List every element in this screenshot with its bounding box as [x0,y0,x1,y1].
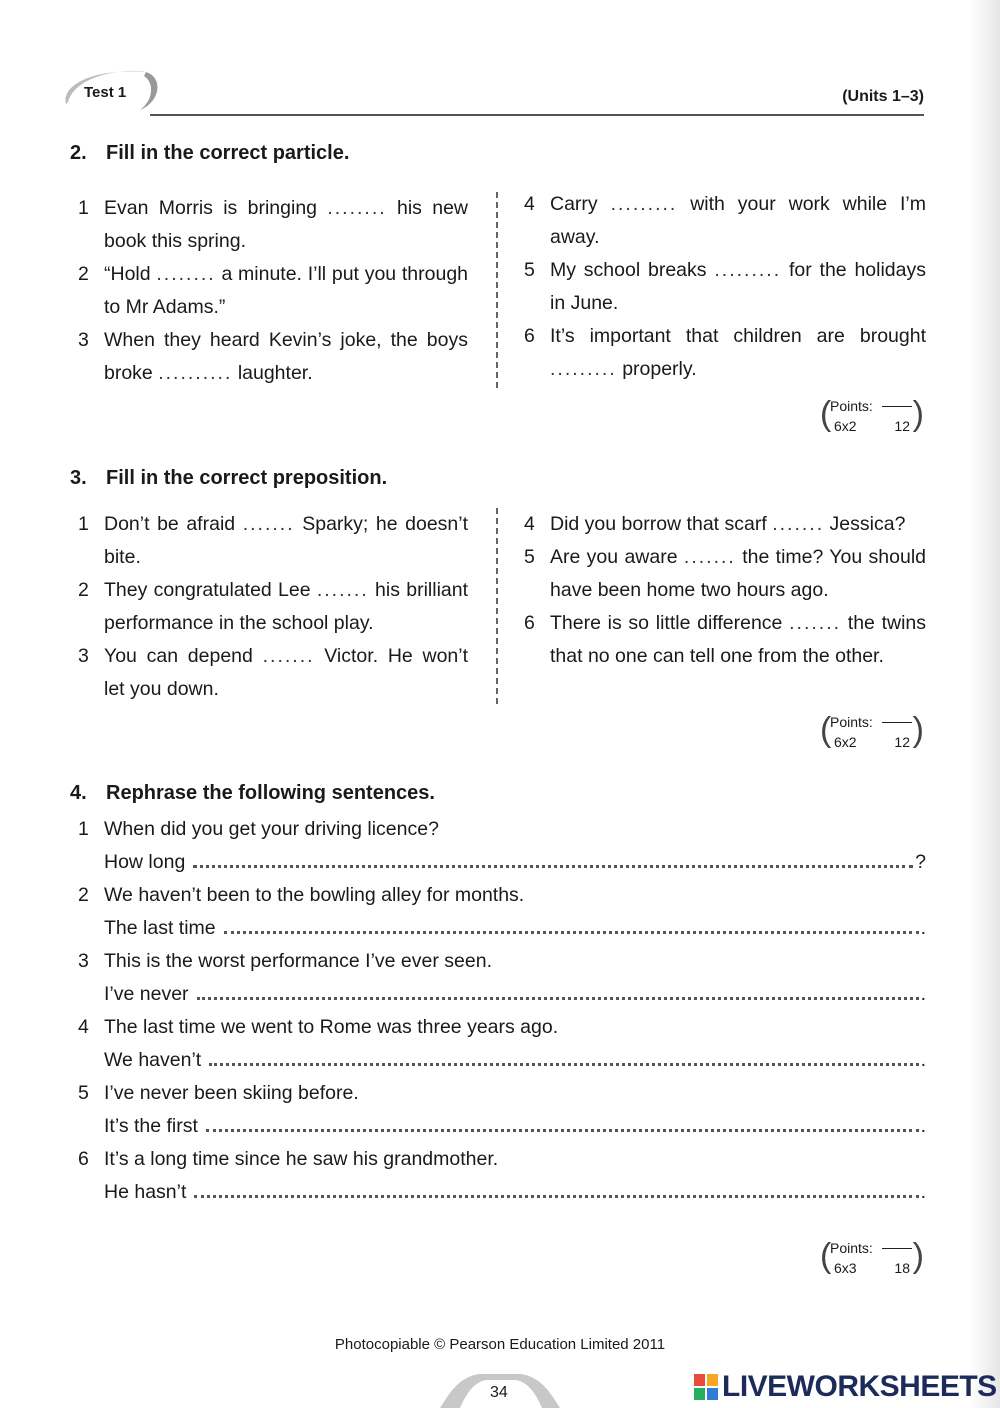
item-text: properly. [622,358,697,380]
section-title-text: Fill in the correct particle. [106,142,350,164]
answer-gap[interactable]: ........ [327,197,387,219]
answer-line[interactable] [104,978,926,1011]
original-sentence: We haven’t been to the bowling alley for months. [104,884,525,906]
answer-blank[interactable] [209,1047,918,1066]
answer-line[interactable] [104,1176,926,1209]
points-calc: 6x2 [834,418,857,434]
item-text: Did you borrow that scarf [550,513,767,535]
rephrase-item [70,879,926,945]
section-2-right-column [516,188,926,386]
item-text: It’s important that children are brought [550,325,926,347]
left-paren: ( [820,711,832,749]
answer-gap[interactable]: ....... [772,513,825,535]
points-calc: 6x2 [834,734,857,750]
points-box [820,1238,924,1282]
rephrase-list [70,813,926,1209]
exercise-item [516,254,926,320]
copyright-footer: Photocopiable © Pearson Education Limited 2011 [334,1336,666,1353]
item-number: 2 [78,579,89,601]
section-title-text: Rephrase the following sentences. [106,782,435,804]
item-number: 1 [78,818,89,840]
answer-line[interactable] [104,846,926,879]
right-paren: ) [912,395,924,433]
original-sentence: When did you get your driving licence? [104,818,439,840]
answer-end: . [920,1181,926,1203]
exercise-item [70,192,468,258]
item-text: a minute. I’ll put you through to Mr Adams.” [104,263,469,318]
points-box [820,712,924,756]
section-number: 2. [70,142,87,164]
answer-blank[interactable] [197,981,919,1000]
original-sentence: It’s a long time since he saw his grandmother. [104,1148,499,1170]
item-text: with your work while I’m away. [550,193,926,248]
answer-end: . [920,917,926,939]
points-total: 12 [894,418,910,434]
answer-stem: How long [104,851,186,873]
answer-end: . [920,983,926,1005]
left-paren: ( [820,1237,832,1275]
liveworksheets-logo-icon [694,1374,718,1400]
points-box [820,396,924,440]
exercise-item [516,188,926,254]
original-sentence: This is the worst performance I’ve ever seen. [104,950,492,972]
header-rule [150,114,924,116]
answer-line[interactable] [104,1044,926,1077]
rephrase-item [70,1077,926,1143]
column-divider [496,508,498,704]
item-text: his new book this spring. [104,197,468,252]
item-text: Carry [550,193,598,215]
answer-gap[interactable]: .......... [158,362,233,384]
item-text: laughter. [237,362,313,384]
section-number: 3. [70,467,87,489]
right-paren: ) [912,711,924,749]
item-number: 6 [524,325,535,347]
answer-gap[interactable]: ......... [610,193,678,215]
item-text: Victor. He won’t let you down. [104,645,469,700]
answer-end: . [920,1115,926,1137]
answer-gap[interactable]: ......... [550,358,617,380]
item-number: 5 [78,1082,89,1104]
test-tab [62,70,158,114]
item-number: 5 [524,259,535,281]
exercise-item [516,541,926,607]
section-2-left-column [70,192,468,390]
answer-gap[interactable]: ....... [683,546,736,568]
answer-end: ? [915,851,926,873]
item-text: They congratulated Lee [104,579,311,601]
answer-blank[interactable] [193,849,913,868]
answer-stem: He hasn’t [104,1181,187,1203]
points-total: 18 [894,1260,910,1276]
rephrase-item [70,1011,926,1077]
column-divider [496,192,498,388]
item-text: Sparky; he doesn’t bite. [104,513,469,568]
exercise-item [70,574,468,640]
answer-blank[interactable] [206,1113,919,1132]
item-text: his brilliant performance in the school play. [104,579,469,634]
exercise-item [70,324,468,390]
section-2-title [70,142,349,165]
answer-end: . [920,1049,926,1071]
exercise-item [516,320,926,386]
answer-blank[interactable] [194,1179,918,1198]
item-text: My school breaks [550,259,707,281]
item-text: Jessica? [829,513,906,535]
answer-line[interactable] [104,1110,926,1143]
exercise-item [70,508,468,574]
item-number: 4 [78,1016,89,1038]
item-number: 2 [78,263,89,285]
item-number: 6 [78,1148,89,1170]
original-sentence: I’ve never been skiing before. [104,1082,359,1104]
item-number: 3 [78,645,89,667]
item-text: “Hold [104,263,151,285]
section-title-text: Fill in the correct preposition. [106,467,388,489]
points-label: Points: [830,1240,873,1256]
exercise-item [70,258,468,324]
left-paren: ( [820,395,832,433]
item-number: 4 [524,513,535,535]
item-text: the twins that no one can tell one from the other. [550,612,927,667]
item-number: 3 [78,329,89,351]
item-number: 5 [524,546,535,568]
item-text: There is so little difference [550,612,783,634]
original-sentence: The last time we went to Rome was three years ago. [104,1016,559,1038]
section-3-title [70,467,387,490]
rephrase-item [70,945,926,1011]
exercise-item [516,607,926,673]
item-number: 4 [524,193,535,215]
answer-gap[interactable]: ....... [242,513,295,535]
section-4-title [70,782,435,805]
item-number: 3 [78,950,89,972]
points-label: Points: [830,714,873,730]
answer-gap[interactable]: ........ [156,263,216,285]
item-number: 2 [78,884,89,906]
item-text: Are you aware [550,546,678,568]
item-text: When they heard Kevin’s joke, the boys broke [104,329,468,384]
answer-gap[interactable]: ......... [714,259,782,281]
exercise-item [70,640,468,706]
rephrase-item [70,1143,926,1209]
section-3-right-column [516,508,926,673]
points-total: 12 [894,734,910,750]
points-calc: 6x3 [834,1260,857,1276]
page-number: 34 [490,1384,508,1401]
page-edge-shadow [970,0,1000,1408]
points-fraction-line [882,406,912,407]
rephrase-item [70,813,926,879]
item-text: You can depend [104,645,253,667]
answer-stem: It’s the first [104,1115,198,1137]
right-paren: ) [912,1237,924,1275]
points-label: Points: [830,398,873,414]
item-text: Evan Morris is bringing [104,197,318,219]
page-number-tab [440,1370,560,1408]
item-text: Don’t be afraid [104,513,236,535]
item-text: for the holidays in June. [550,259,926,314]
item-text: the time? You should have been home two hours ago. [550,546,927,601]
answer-gap[interactable]: ....... [789,612,842,634]
answer-stem: We haven’t [104,1049,202,1071]
section-number: 4. [70,782,87,804]
section-3-left-column [70,508,468,706]
answer-gap[interactable]: ....... [262,645,315,667]
liveworksheets-logo [694,1370,997,1404]
answer-line[interactable] [104,912,926,945]
units-label: (Units 1–3) [842,88,924,105]
answer-gap[interactable]: ....... [316,579,369,601]
item-number: 1 [78,513,89,535]
exercise-item [516,508,926,541]
item-number: 6 [524,612,535,634]
test-label: Test 1 [84,84,127,101]
answer-stem: The last time [104,917,216,939]
item-number: 1 [78,197,89,219]
answer-blank[interactable] [224,915,919,934]
brand-name: LIVEWORKSHEETS [722,1370,997,1403]
answer-stem: I’ve never [104,983,189,1005]
points-fraction-line [882,722,912,723]
points-fraction-line [882,1248,912,1249]
